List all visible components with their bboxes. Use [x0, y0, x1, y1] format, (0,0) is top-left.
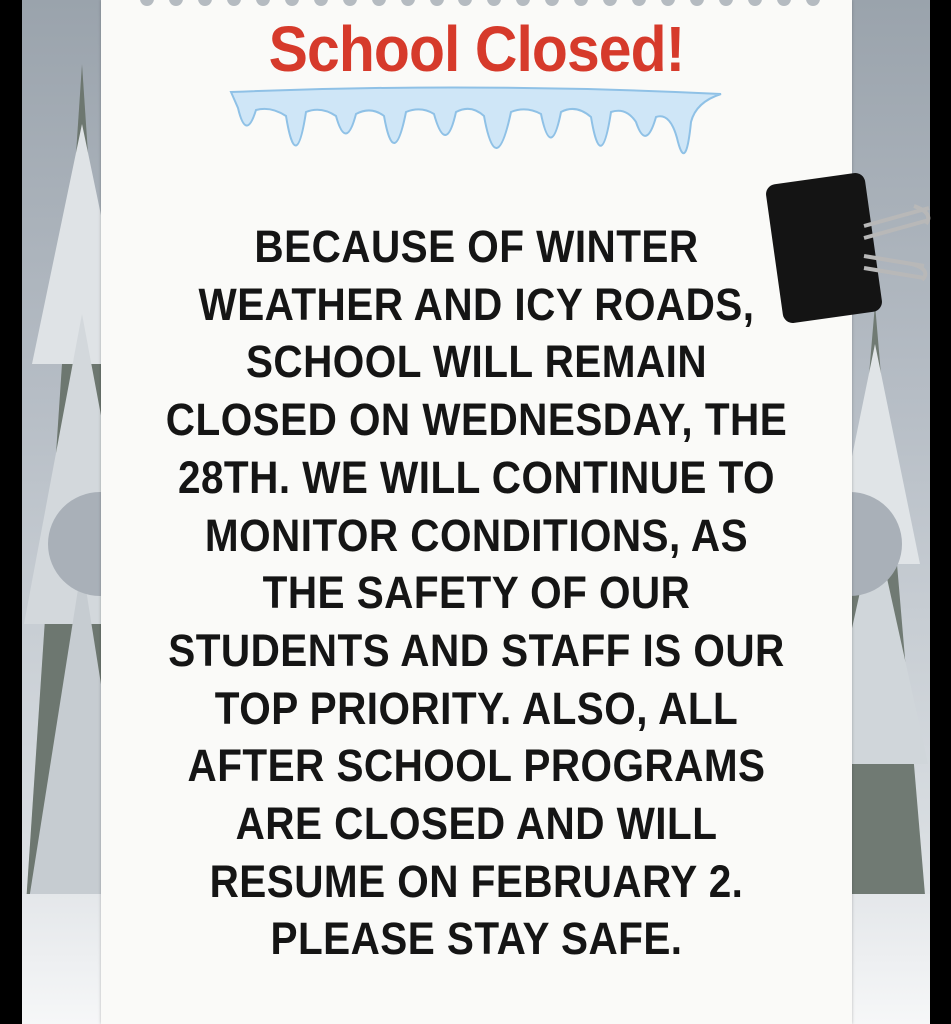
closure-message: BECAUSE OF WINTER WEATHER AND ICY ROADS, SCHOOL WILL REMAIN CLOSED ON WEDNESDAY, THE 28TH. WE WILL CONTINUE TO MONITOR CONDITIONS, AS THE SAFETY OF OUR STUDENTS AND STAFF IS OUR TOP PRIORITY. ALSO, ALL AFTER SCHOOL PROGRAMS ARE CLOSED AND WILL RESUME ON FEBRUARY 2. PLEASE STAY SAFE. [165, 221, 788, 965]
perforation-dots [140, 0, 820, 8]
notice-title: School Closed! [268, 13, 685, 85]
binder-clip-icon [764, 168, 934, 333]
icicles-icon [226, 82, 726, 187]
